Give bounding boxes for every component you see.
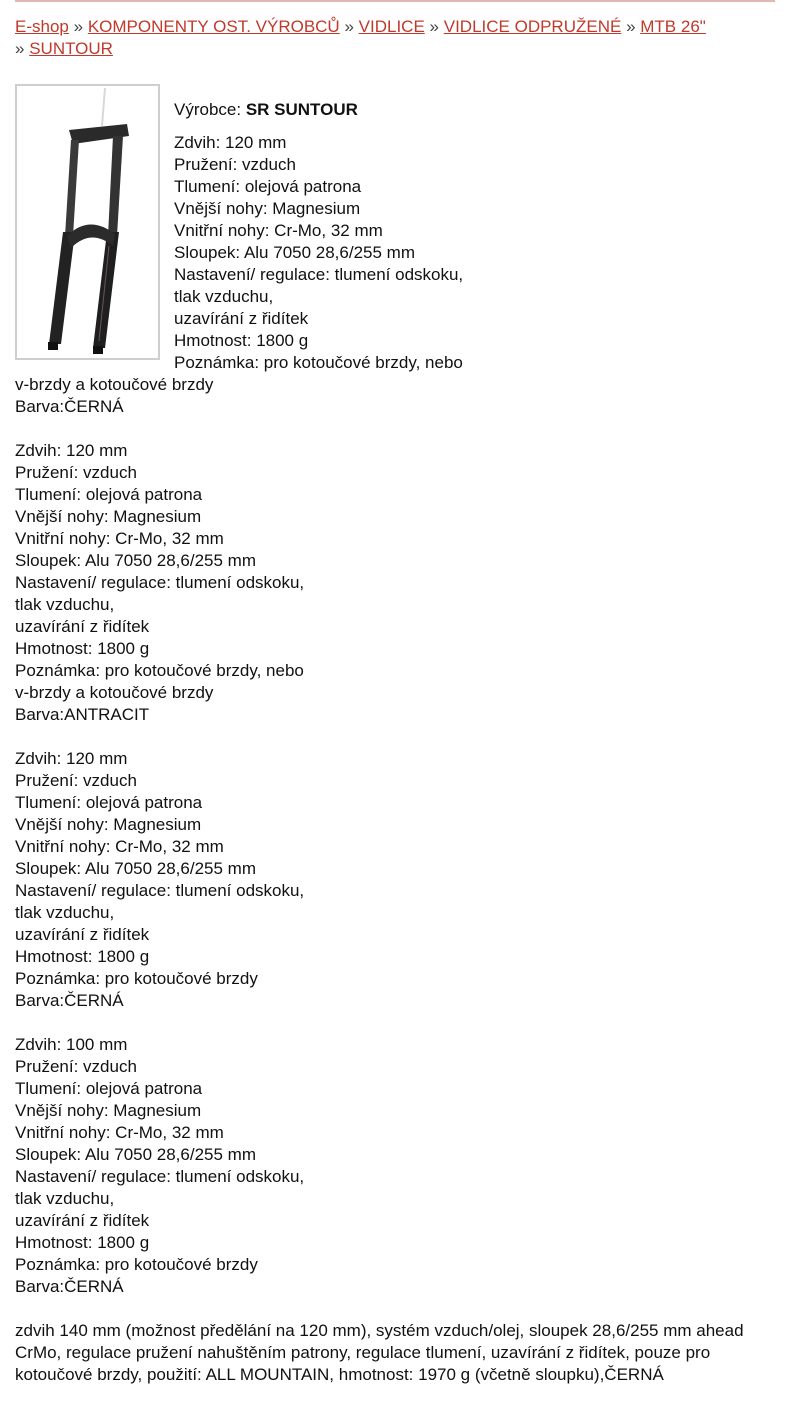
spec-line: Pružení: vzduch (174, 155, 296, 174)
spec-line: Sloupek: Alu 7050 28,6/255 mm (15, 551, 256, 570)
spec-line: Hmotnost: 1800 g (15, 639, 150, 658)
color-line: Barva:ČERNÁ (15, 991, 124, 1010)
breadcrumb-separator: » (626, 17, 636, 36)
breadcrumb-vidlice-odpruzene-link[interactable]: VIDLICE ODPRUŽENÉ (443, 17, 622, 36)
spec-line: uzavírání z řidítek (15, 925, 150, 944)
spec-line: Nastavení/ regulace: tlumení odskoku, (15, 573, 305, 592)
spec-line: v-brzdy a kotoučové brzdy (15, 375, 214, 394)
spec-line: uzavírání z řidítek (15, 1211, 150, 1230)
spec-line: Vnitřní nohy: Cr-Mo, 32 mm (15, 837, 224, 856)
spec-line: v-brzdy a kotoučové brzdy (15, 683, 214, 702)
spec-line: Poznámka: pro kotoučové brzdy (15, 969, 258, 988)
breadcrumb-vidlice-link[interactable]: VIDLICE (358, 17, 425, 36)
variant-4 (15, 1034, 785, 1298)
variant-3 (15, 748, 785, 1012)
spec-line: Vnější nohy: Magnesium (15, 815, 202, 834)
spec-line: Hmotnost: 1800 g (15, 1233, 150, 1252)
spec-line: Poznámka: pro kotoučové brzdy, nebo (15, 661, 304, 680)
spec-line: Zdvih: 100 mm (15, 1035, 128, 1054)
spec-line: Sloupek: Alu 7050 28,6/255 mm (15, 1145, 256, 1164)
variant-summary: zdvih 140 mm (možnost předělání na 120 mm), systém vzduch/olej, sloupek 28,6/255 mm ahead CrMo, regulace pružení nahuštěním patrony, regulace tlumení, uzavírání z řidítek, pouze pro kotoučové brzdy, použití: ALL MOUNTAIN, hmotnost: 1970 g (včetně sloupku),ČERNÁ (15, 1321, 744, 1384)
spec-line: tlak vzduchu, (15, 595, 115, 614)
breadcrumb-separator: » (73, 17, 84, 36)
breadcrumb (15, 16, 785, 60)
spec-line: uzavírání z řidítek (15, 617, 150, 636)
color-line: Barva:ČERNÁ (15, 397, 124, 416)
spec-line: Tlumení: olejová patrona (15, 1079, 203, 1098)
spec-line: Pružení: vzduch (15, 771, 137, 790)
spec-line: Poznámka: pro kotoučové brzdy (15, 1255, 258, 1274)
spec-line: Zdvih: 120 mm (15, 749, 128, 768)
breadcrumb-suntour-link[interactable]: SUNTOUR (29, 39, 113, 58)
color-line: Barva:ANTRACIT (15, 705, 150, 724)
spec-line: Vnitřní nohy: Cr-Mo, 32 mm (15, 1123, 224, 1142)
spec-line: tlak vzduchu, (15, 1189, 115, 1208)
breadcrumb-separator: » (429, 17, 439, 36)
manufacturer-value: SR SUNTOUR (245, 100, 358, 119)
spec-line: Vnější nohy: Magnesium (15, 507, 202, 526)
spec-line: Vnitřní nohy: Cr-Mo, 32 mm (174, 221, 383, 240)
spec-line: tlak vzduchu, (15, 903, 115, 922)
spec-line: tlak vzduchu, (174, 287, 274, 306)
variant-2 (15, 440, 785, 726)
breadcrumb-separator: » (344, 17, 354, 36)
spec-line: Vnější nohy: Magnesium (15, 1101, 202, 1120)
breadcrumb-eshop-link[interactable]: E-shop (15, 17, 69, 36)
manufacturer-label: Výrobce: (174, 100, 246, 119)
spec-line: Vnější nohy: Magnesium (174, 199, 361, 218)
color-line: Barva:ČERNÁ (15, 1277, 124, 1296)
top-divider (15, 0, 775, 2)
product-detail (15, 84, 785, 1386)
spec-line: Tlumení: olejová patrona (15, 485, 203, 504)
breadcrumb-mtb26-link[interactable]: MTB 26" (640, 17, 706, 36)
spec-line: Zdvih: 120 mm (15, 441, 128, 460)
spec-line: Zdvih: 120 mm (174, 133, 287, 152)
breadcrumb-separator: » (15, 39, 25, 58)
spec-line: uzavírání z řidítek (174, 309, 309, 328)
spec-line: Pružení: vzduch (15, 1057, 137, 1076)
suspension-fork-icon (17, 86, 158, 358)
product-image[interactable] (15, 84, 160, 360)
spec-line: Nastavení/ regulace: tlumení odskoku, (15, 881, 305, 900)
spec-line: Sloupek: Alu 7050 28,6/255 mm (15, 859, 256, 878)
breadcrumb-komponenty-link[interactable]: KOMPONENTY OST. VÝROBCŮ (87, 17, 340, 36)
spec-line: Vnitřní nohy: Cr-Mo, 32 mm (15, 529, 224, 548)
spec-line: Tlumení: olejová patrona (174, 177, 362, 196)
spec-line: Tlumení: olejová patrona (15, 793, 203, 812)
spec-line: Nastavení/ regulace: tlumení odskoku, (15, 1167, 305, 1186)
spec-line: Hmotnost: 1800 g (15, 947, 150, 966)
spec-line: Sloupek: Alu 7050 28,6/255 mm (174, 243, 415, 262)
spec-line: Pružení: vzduch (15, 463, 137, 482)
spec-line: Hmotnost: 1800 g (174, 331, 309, 350)
spec-line: Poznámka: pro kotoučové brzdy, nebo (174, 353, 463, 372)
spec-line: Nastavení/ regulace: tlumení odskoku, (174, 265, 464, 284)
